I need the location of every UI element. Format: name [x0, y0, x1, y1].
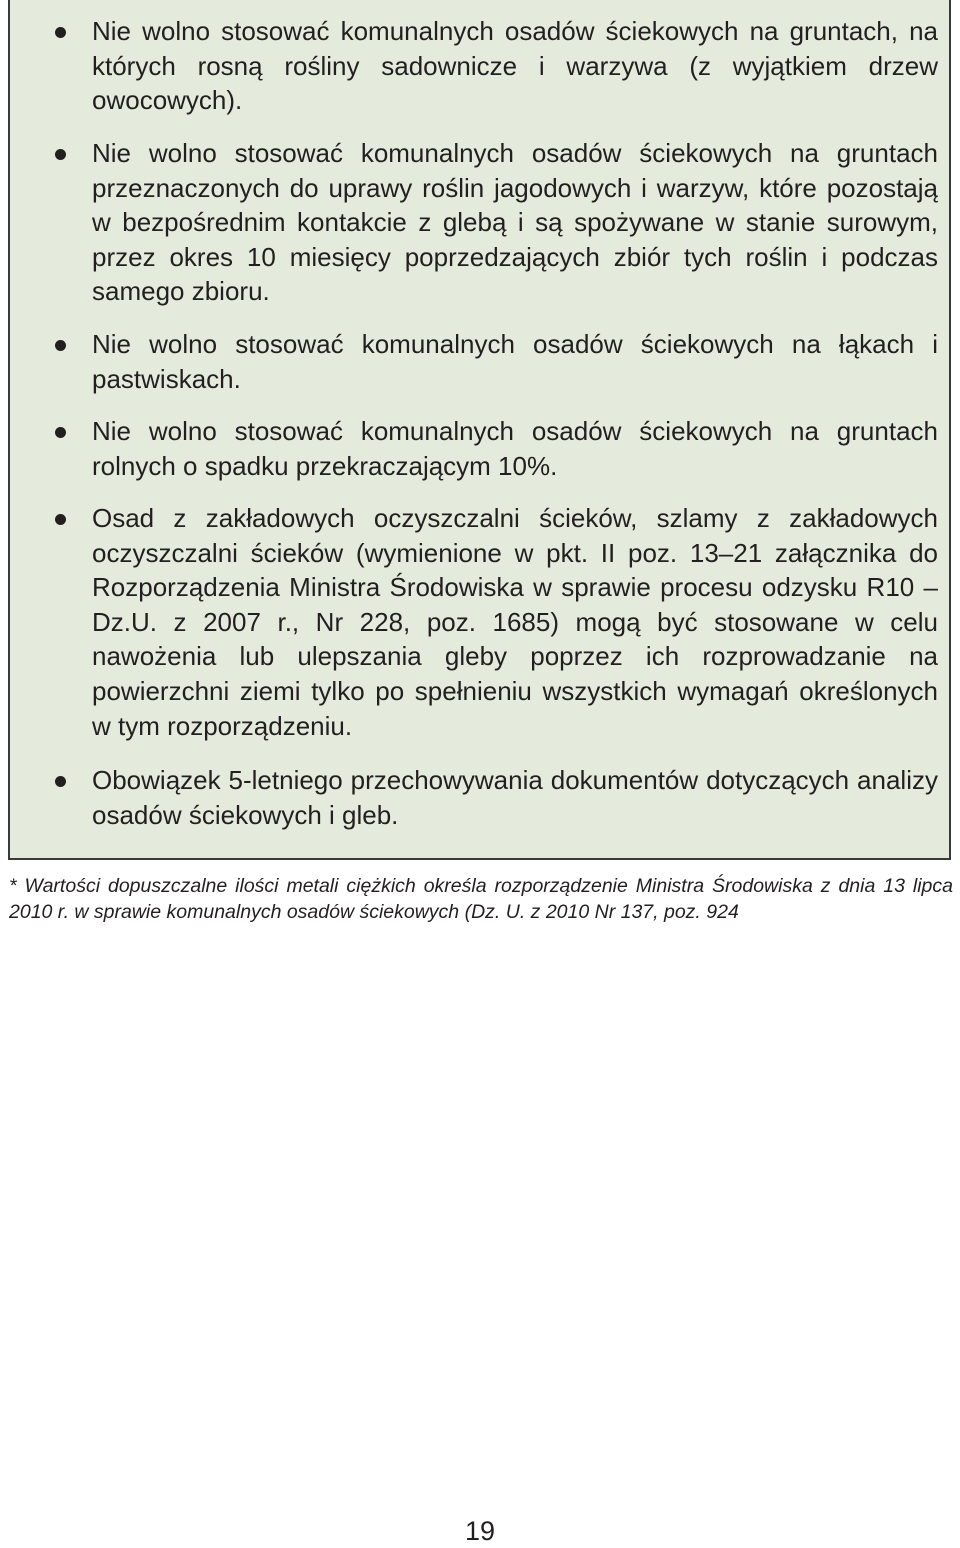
footnote: * Wartości dopuszczalne ilości metali ciężkich określa rozporządzenie Ministra Środowiska z dnia 13 lipca 2010 r. w sprawie komunalnych osadów ściekowych (Dz. U. z 2010 Nr 137, poz. 924 [9, 875, 953, 923]
list-item-text: Nie wolno stosować komunalnych osadów ściekowych na gruntach przeznaczonych do uprawy roślin jagodowych i warzyw, które pozostają w bezpośrednim kontakcie z glebą i są spożywane w stanie surowym, przez okres 10 miesięcy poprzedzających zbiór tych roślin i podczas samego zbioru. [92, 138, 938, 307]
list-item-text: Nie wolno stosować komunalnych osadów ściekowych na gruntach rolnych o spadku przekraczającym 10%. [92, 416, 938, 481]
bullet-dot-icon [55, 514, 66, 525]
bullet-dot-icon [55, 149, 66, 160]
bullet-dot-icon [55, 340, 66, 351]
list-item-text: Obowiązek 5-letniego przechowywania dokumentów dotyczących analizy osadów ściekowych i gleb. [92, 765, 938, 830]
list-item-text: Nie wolno stosować komunalnych osadów ściekowych na gruntach, na których rosną rośliny sadownicze i warzywa (z wyjątkiem drzew owocowych). [92, 16, 938, 116]
bullet-dot-icon [55, 27, 66, 38]
list-item-text: Nie wolno stosować komunalnych osadów ściekowych na łąkach i pastwiskach. [92, 329, 938, 394]
page-number: 19 [464, 1516, 496, 1546]
highlighted-requirements-box [8, 0, 951, 860]
bullet-dot-icon [55, 776, 66, 787]
bullet-dot-icon [55, 427, 66, 438]
list-item-text: Osad z zakładowych oczyszczalni ścieków, szlamy z zakładowych oczyszczalni ścieków (wymienione w pkt. II poz. 13–21 załącznika do Rozporządzenia Ministra Środowiska w sprawie procesu odzysku R10 – Dz.U. z 2007 r., Nr 228, poz. 1685) mogą być stosowane w celu nawożenia lub ulepszania gleby poprzez ich rozprowadzanie na powierzchni ziemi tylko po spełnieniu wszystkich wymagań określonych w tym rozporządzeniu. [92, 503, 938, 741]
